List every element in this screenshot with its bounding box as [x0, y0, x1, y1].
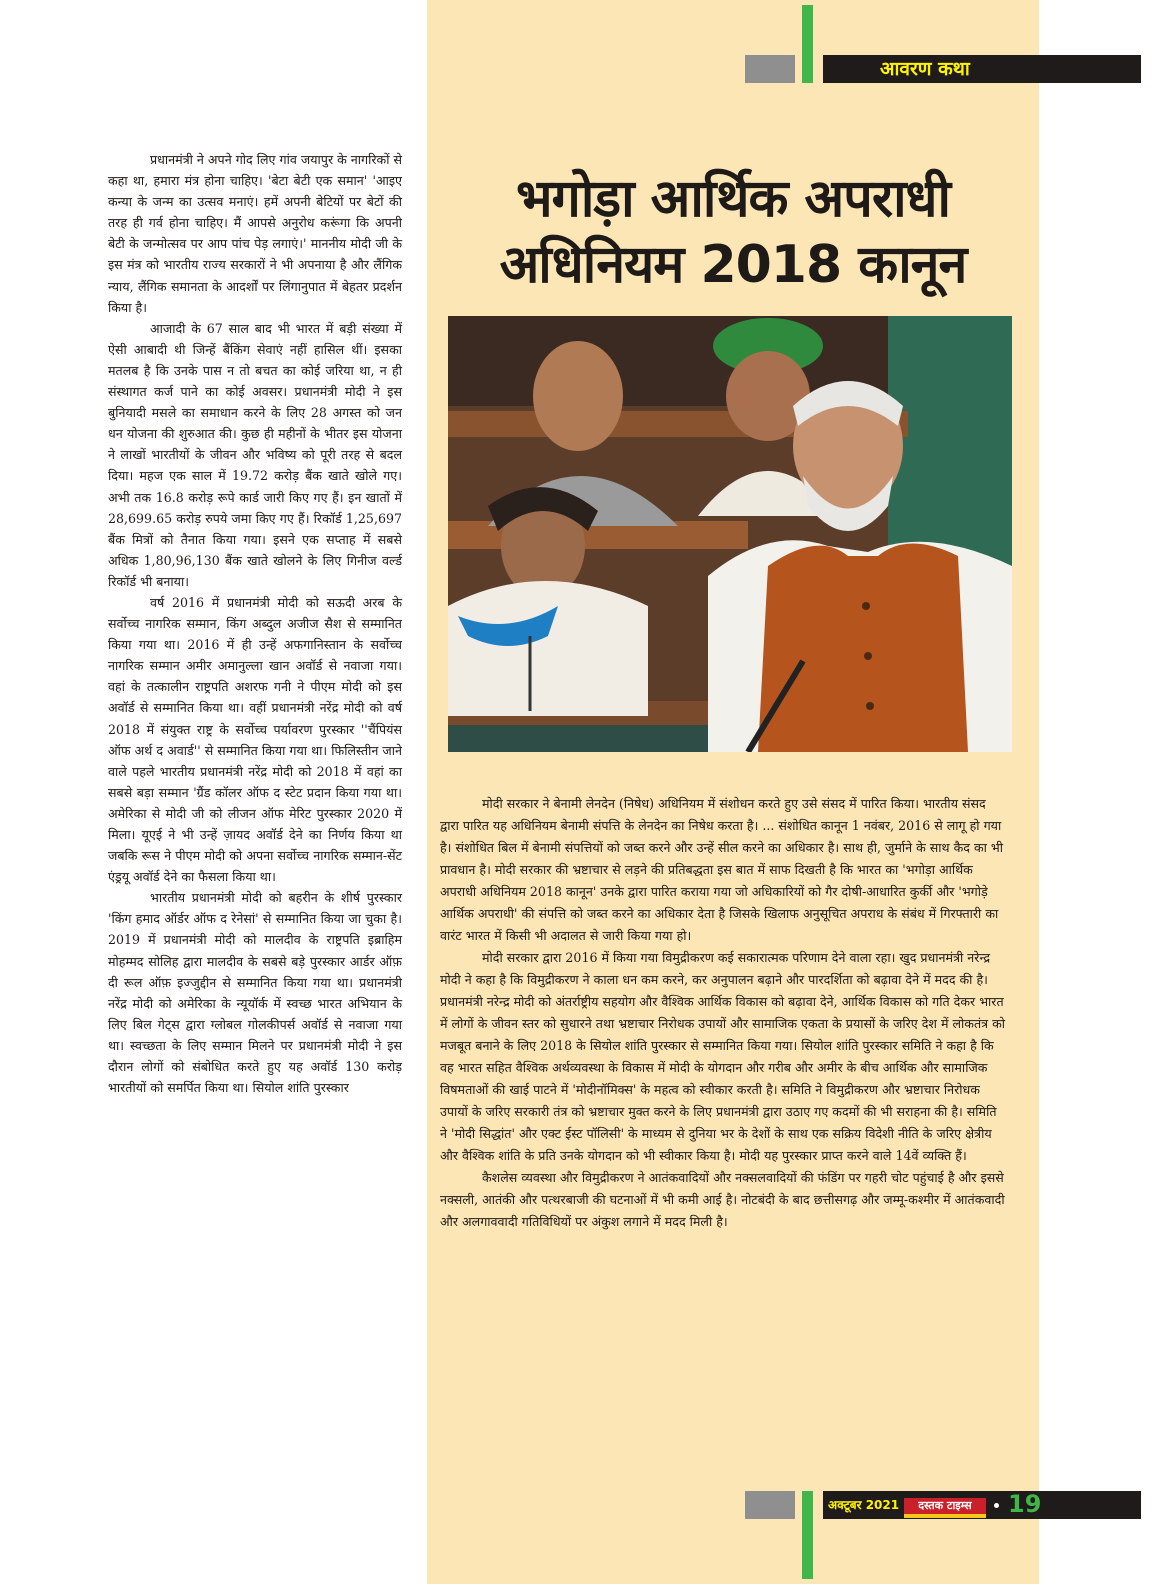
article-paragraph: भारतीय प्रधानमंत्री मोदी को बहरीन के शीर्ष पुरस्कार 'किंग हमाद ऑर्डर ऑफ द रेनेसां' से सम्मानित किया जा चुका है। 2019 में प्रधानमंत्री मोदी को मालदीव के राष्ट्रपति इब्राहिम मोहम्मद सोलिह द्वारा मालदीव के सबसे बड़े पुरस्कार आर्डर ऑफ़ दी रूल ऑफ़ इज्जुद्दीन से सम्मानित किया गया था। प्रधानमंत्री नरेंद्र मोदी को अमेरिका के न्यूयॉर्क में स्वच्छ भारत अभियान के लिए बिल गेट्स द्वारा ग्लोबल गोलकीपर्स अवॉर्ड से नवाजा गया था। स्वच्छता के लिए सम्मान मिलने पर प्रधानमंत्री मोदी ने इस दौरान लोगों को संबोधित करते हुए यह अवॉर्ड 130 करोड़ भारतीयों को समर्पित किया था। सियोल शांति पुरस्कार: [108, 890, 402, 1096]
article-headline: [430, 166, 1036, 298]
article-paragraph: मोदी सरकार ने बेनामी लेनदेन (निषेध) अधिनियम में संशोधन करते हुए उसे संसद में पारित किया। भारतीय संसद द्वारा पारित यह अधिनियम बेनामी संपत्ति के लेनदेन का निषेध करता है। ... संशोधित कानून 1 नवंबर, 2016 से लागू हो गया है। संशोधित बिल में बेनामी संपत्तियों को जब्त करने और उन्हें सील करने का अधिकार है। साथ ही, जुर्माने के साथ कैद का भी प्रावधान है। मोदी सरकार की भ्रष्टाचार से लड़ने की प्रतिबद्धता इस बात में साफ दिखती है कि भारत का 'भगोड़ा आर्थिक अपराधी अधिनियम 2018 कानून' उनके द्वारा पारित कराया गया जो अधिकारियों को गैर दोषी-आधारित कुर्की और 'भगोड़े आर्थिक अपराधी' की संपत्ति को जब्त करने का अधिकार देता है जिसके खिलाफ अनुसूचित अपराध के संबंध में गिरफ्तारी का वारंट भारत में किसी भी अदालत से जारी किया गया हो।: [440, 796, 1004, 943]
article-paragraph: प्रधानमंत्री ने अपने गोद लिए गांव जयापुर के नागरिकों से कहा था, हमारा मंत्र होना चाहिए। 'बेटा बेटी एक समान' 'आइए कन्या के जन्म का उत्सव मनाएं। हमें अपनी बेटियों पर बेटों की तरह ही गर्व होना चाहिए। मैं आपसे अनुरोध करूंगा कि अपनी बेटी के जन्मोत्सव पर आप पांच पेड़ लगाएं।' माननीय मोदी जी के इस मंत्र को भारतीय राज्य सरकारों ने भी अपनाया है और लैंगिक न्याय, लैंगिक समानता के आदर्शों पर लिंगानुपात में बेहतर प्रदर्शन किया है।: [108, 152, 402, 315]
right-article-column: [440, 793, 1006, 1233]
page-number: 19: [1008, 1490, 1042, 1518]
headline-line-1: भगोड़ा आर्थिक अपराधी: [515, 169, 951, 229]
article-paragraph: वर्ष 2016 में प्रधानमंत्री मोदी को सऊदी अरब के सर्वोच्च नागरिक सम्मान, किंग अब्दुल अजीज सैश से सम्मानित किया गया था। 2016 में ही उन्हें अफगानिस्तान के सर्वोच्च नागरिक सम्मान अमीर अमानुल्ला खान अवॉर्ड से नवाजा गया। वहां के तत्कालीन राष्ट्रपति अशरफ गनी ने पीएम मोदी को इस अवॉर्ड से सम्मानित किया था। वहीं प्रधानमंत्री नरेंद्र मोदी को वर्ष 2018 में संयुक्त राष्ट्र के सर्वोच्च पर्यावरण पुरस्कार ''चैंपियंस ऑफ अर्थ द अवार्ड'' से सम्मानित किया गया था। फिलिस्तीन जाने वाले पहले भारतीय प्रधानमंत्री नरेंद्र मोदी को 2018 में वहां का सबसे बड़ा सम्मान 'ग्रैंड कॉलर ऑफ द स्टेट प्रदान किया गया था। अमेरिका से मोदी जी को लीजन ऑफ मेरिट पुरस्कार 2020 में मिला। यूएई ने भी उन्हें ज़ायद अवॉर्ड देने का निर्णय किया था जबकि रूस ने पीएम मोदी को अपना सर्वोच्च नागरिक सम्मान-सेंट एंड्रयू अवॉर्ड देने का फैसला किया था।: [108, 594, 402, 885]
footer-gray-block: [745, 1491, 795, 1519]
article-paragraph: मोदी सरकार द्वारा 2016 में किया गया विमुद्रीकरण कई सकारात्मक परिणाम देने वाला रहा। खुद प्रधानमंत्री नरेन्द्र मोदी ने कहा है कि विमुद्रीकरण ने काला धन कम करने, कर अनुपालन बढ़ाने और पारदर्शिता को बढ़ावा देने में मदद की है। प्रधानमंत्री नरेन्द्र मोदी को अंतर्राष्ट्रीय सहयोग और वैश्विक आर्थिक विकास को बढ़ावा देने, आर्थिक विकास को गति देकर भारत में लोगों के जीवन स्तर को सुधारने तथा भ्रष्टाचार निरोधक उपायों और सामाजिक एकता के प्रयासों के जरिए देश में लोकतंत्र को मजबूत बनाने के लिए 2018 के सियोल शांति पुरस्कार से सम्मानित किया गया। सियोल शांति पुरस्कार समिति ने कहा है कि वह भारत सहित वैश्विक अर्थव्यवस्था के विकास में मोदी के योगदान और गरीब और अमीर के बीच आर्थिक और सामाजिक विषमताओं की खाई पाटने में 'मोदीनॉमिक्स' के महत्व को स्वीकार करती है। समिति ने विमुद्रीकरण और भ्रष्टाचार निरोधक उपायों के जरिए सरकारी तंत्र को भ्रष्टाचार मुक्त करने के लिए प्रधानमंत्री द्वारा उठाए गए कदमों की भी सराहना की है। समिति ने 'मोदी सिद्धांत' और एक्ट ईस्ट पॉलिसी' के माध्यम से दुनिया भर के देशों के साथ एक सक्रिय विदेशी नीति के जरिए क्षेत्रीय और वैश्विक शांति के प्रति उनके योगदान को भी स्वीकार किया है। मोदी यह पुरस्कार प्राप्त करने वाले 14वें व्यक्ति हैं।: [440, 950, 1006, 1163]
left-article-column: [108, 149, 402, 1098]
parliament-scene-illustration: [448, 316, 1012, 752]
publication-logo: दस्तक टाइम्स: [904, 1498, 986, 1518]
issue-date: अक्टूबर 2021: [828, 1498, 900, 1512]
header-gray-block: [745, 55, 795, 83]
article-paragraph: आजादी के 67 साल बाद भी भारत में बड़ी संख्या में ऐसी आबादी थी जिन्हें बैंकिंग सेवाएं नहीं हासिल थीं। इसका मतलब है कि उनके पास न तो बचत का कोई जरिया था, न ही संस्थागत कर्ज पाने का कोई अवसर। प्रधानमंत्री मोदी ने इस बुनियादी मसले का समाधान करने के लिए 28 अगस्त को जन धन योजना की शुरुआत की। कुछ ही महीनों के भीतर इस योजना ने लाखों भारतीयों के जीवन और भविष्य को पूरी तरह से बदल दिया। महज एक साल में 19.72 करोड़ बैंक खाते खोले गए। अभी तक 16.8 करोड़ रूपे कार्ड जारी किए गए हैं। इन खातों में 28,699.65 करोड़ रुपये जमा किए गए हैं। रिकॉर्ड 1,25,697 बैंक मित्रों को तैनात किया गया। इसने एक सप्ताह में सबसे अधिक 1,80,96,130 बैंक खाते खोलने के लिए गिनीज वर्ल्ड रिकॉर्ड भी बनाया।: [108, 320, 402, 589]
headline-line-2: अधिनियम 2018 कानून: [499, 235, 967, 295]
article-paragraph: कैशलेस व्यवस्था और विमुद्रीकरण ने आतंकवादियों और नक्सलवादियों की फंडिंग पर गहरी चोट पहुंचाई है और इससे नक्सली, आतंकी और पत्थरबाजी की घटनाओं में भी कमी आई है। नोटबंदी के बाद छत्तीसगढ़ और जम्मू-कश्मीर में आतंकवादी और अलगाववादी गतिविधियों पर अंकुश लगाने में मदद मिली है।: [440, 1170, 1005, 1229]
section-label: आवरण कथा: [880, 58, 970, 80]
header-green-bar: [802, 5, 813, 83]
article-photo: [448, 316, 1012, 752]
footer-green-bar: [802, 1491, 813, 1579]
bullet-separator-icon: [994, 1503, 999, 1508]
